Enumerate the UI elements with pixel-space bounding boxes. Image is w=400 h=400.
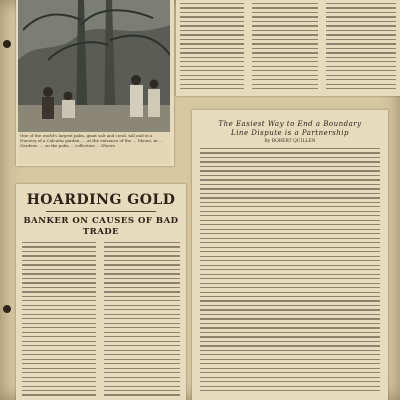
photo-clipping (16, 0, 174, 166)
gold-subhead-line2: TRADE (82, 227, 120, 237)
text-column (104, 242, 180, 398)
text-column (326, 3, 396, 93)
text-column (200, 148, 380, 398)
binder-hole (3, 40, 11, 48)
palm-photo (18, 0, 170, 132)
palm-photo-image (18, 0, 170, 132)
text-column (22, 242, 96, 398)
text-column (180, 3, 244, 93)
gold-headline: HOARDING GOLD (26, 192, 176, 208)
byline: By ROBERT QUILLEN (264, 139, 316, 144)
boundary-article-clipping (192, 110, 388, 400)
boundary-headline-line2: Line Dispute is a Partnership (231, 129, 349, 137)
headline-rule (46, 211, 156, 212)
gold-subhead-line1: BANKER ON CAUSES OF BAD (23, 216, 179, 226)
text-column (252, 3, 318, 93)
binder-hole (3, 305, 11, 313)
photo-caption: One of the world's largest palm, giant salt and coral, tall and in a Nursery of a Calcutta garden, ... at the entrance of the ... Dhows, in ... Gardens. ... on the palm ... collection ... Dhows (18, 132, 170, 164)
boundary-headline-line1: The Easiest Way to End a Boundary (218, 120, 362, 128)
gold-article-clipping (16, 184, 186, 400)
text-clipping-top (176, 0, 400, 96)
